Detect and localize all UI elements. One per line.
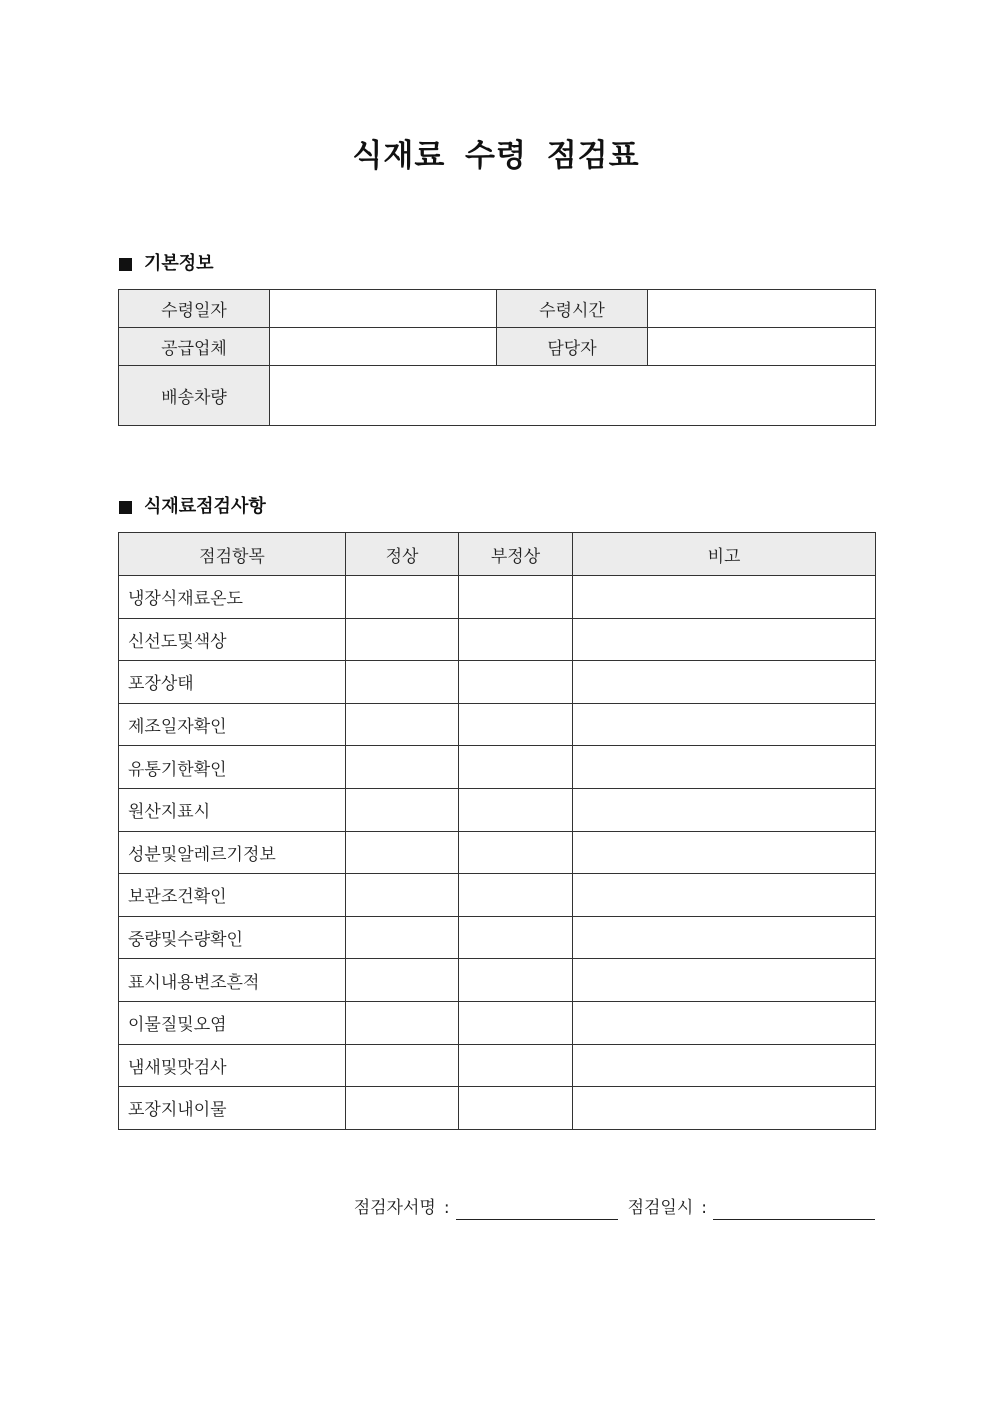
abnormal-check-cell[interactable]	[459, 874, 573, 917]
inspection-date-field[interactable]	[713, 1199, 875, 1220]
column-header-item: 점검항목	[119, 533, 346, 576]
inspection-item-name: 포장상태	[119, 661, 346, 704]
inspection-item-name: 중량및수량확인	[119, 916, 346, 959]
table-row	[119, 328, 876, 366]
table-row	[119, 576, 876, 619]
section-heading-label: 기본정보	[144, 253, 214, 274]
table-row	[119, 661, 876, 704]
abnormal-check-cell[interactable]	[459, 1044, 573, 1087]
page-title: 식재료 수령 점검표	[352, 138, 640, 174]
abnormal-check-cell[interactable]	[459, 618, 573, 661]
remarks-cell[interactable]	[573, 1044, 876, 1087]
column-header-abnormal: 부정상	[459, 533, 573, 576]
normal-check-cell[interactable]	[346, 618, 459, 661]
section-heading-label: 식재료점검사항	[144, 496, 266, 517]
normal-check-cell[interactable]	[346, 959, 459, 1002]
remarks-cell[interactable]	[573, 874, 876, 917]
remarks-cell[interactable]	[573, 576, 876, 619]
abnormal-check-cell[interactable]	[459, 1001, 573, 1044]
inspection-item-name: 보관조건확인	[119, 874, 346, 917]
person-in-charge-field[interactable]	[648, 328, 876, 366]
normal-check-cell[interactable]	[346, 661, 459, 704]
remarks-cell[interactable]	[573, 916, 876, 959]
inspection-item-name: 냄새및맛검사	[119, 1044, 346, 1087]
remarks-cell[interactable]	[573, 703, 876, 746]
inspection-item-name: 제조일자확인	[119, 703, 346, 746]
inspection-item-name: 포장지내이물	[119, 1087, 346, 1130]
table-row	[119, 290, 876, 328]
inspector-signature-field[interactable]	[456, 1199, 618, 1220]
remarks-cell[interactable]	[573, 661, 876, 704]
separator: :	[701, 1198, 707, 1218]
abnormal-check-cell[interactable]	[459, 746, 573, 789]
abnormal-check-cell[interactable]	[459, 916, 573, 959]
remarks-cell[interactable]	[573, 746, 876, 789]
normal-check-cell[interactable]	[346, 746, 459, 789]
receipt-time-field[interactable]	[648, 290, 876, 328]
normal-check-cell[interactable]	[346, 703, 459, 746]
table-row	[119, 1087, 876, 1130]
table-row	[119, 831, 876, 874]
inspection-item-name: 표시내용변조흔적	[119, 959, 346, 1002]
normal-check-cell[interactable]	[346, 576, 459, 619]
remarks-cell[interactable]	[573, 788, 876, 831]
remarks-cell[interactable]	[573, 831, 876, 874]
normal-check-cell[interactable]	[346, 1044, 459, 1087]
table-row	[119, 959, 876, 1002]
column-header-normal: 정상	[346, 533, 459, 576]
table-row	[119, 874, 876, 917]
delivery-vehicle-field[interactable]	[270, 366, 876, 426]
normal-check-cell[interactable]	[346, 831, 459, 874]
square-bullet-icon	[119, 258, 132, 271]
supplier-field[interactable]	[270, 328, 497, 366]
delivery-vehicle-label: 배송차량	[119, 366, 270, 426]
inspection-table-body	[119, 576, 876, 1130]
remarks-cell[interactable]	[573, 1001, 876, 1044]
table-row	[119, 618, 876, 661]
abnormal-check-cell[interactable]	[459, 576, 573, 619]
section-heading-basic-info	[119, 252, 214, 276]
table-row	[119, 746, 876, 789]
remarks-cell[interactable]	[573, 618, 876, 661]
inspection-date-label: 점검일시	[627, 1198, 694, 1218]
inspector-signature-label: 점검자서명	[353, 1198, 436, 1218]
inspection-table	[118, 532, 876, 1130]
column-header-remarks: 비고	[573, 533, 876, 576]
separator: :	[443, 1198, 450, 1218]
normal-check-cell[interactable]	[346, 916, 459, 959]
basic-info-table	[118, 289, 876, 426]
normal-check-cell[interactable]	[346, 1001, 459, 1044]
receipt-date-label: 수령일자	[119, 290, 270, 328]
abnormal-check-cell[interactable]	[459, 703, 573, 746]
abnormal-check-cell[interactable]	[459, 1087, 573, 1130]
receipt-date-field[interactable]	[270, 290, 497, 328]
table-row	[119, 1001, 876, 1044]
table-row	[119, 366, 876, 426]
normal-check-cell[interactable]	[346, 874, 459, 917]
inspection-item-name: 성분및알레르기정보	[119, 831, 346, 874]
signature-line	[354, 1196, 875, 1220]
normal-check-cell[interactable]	[346, 1087, 459, 1130]
table-row	[119, 1044, 876, 1087]
abnormal-check-cell[interactable]	[459, 831, 573, 874]
inspection-item-name: 이물질및오염	[119, 1001, 346, 1044]
abnormal-check-cell[interactable]	[459, 788, 573, 831]
remarks-cell[interactable]	[573, 959, 876, 1002]
square-bullet-icon	[119, 501, 132, 514]
person-in-charge-label: 담당자	[497, 328, 648, 366]
section-heading-inspection	[119, 495, 266, 519]
table-row	[119, 703, 876, 746]
table-row	[119, 916, 876, 959]
remarks-cell[interactable]	[573, 1087, 876, 1130]
inspection-item-name: 원산지표시	[119, 788, 346, 831]
abnormal-check-cell[interactable]	[459, 661, 573, 704]
receipt-time-label: 수령시간	[497, 290, 648, 328]
inspection-item-name: 유통기한확인	[119, 746, 346, 789]
normal-check-cell[interactable]	[346, 788, 459, 831]
abnormal-check-cell[interactable]	[459, 959, 573, 1002]
table-row	[119, 788, 876, 831]
inspection-item-name: 냉장식재료온도	[119, 576, 346, 619]
inspection-item-name: 신선도및색상	[119, 618, 346, 661]
table-header-row	[119, 533, 876, 576]
supplier-label: 공급업체	[119, 328, 270, 366]
